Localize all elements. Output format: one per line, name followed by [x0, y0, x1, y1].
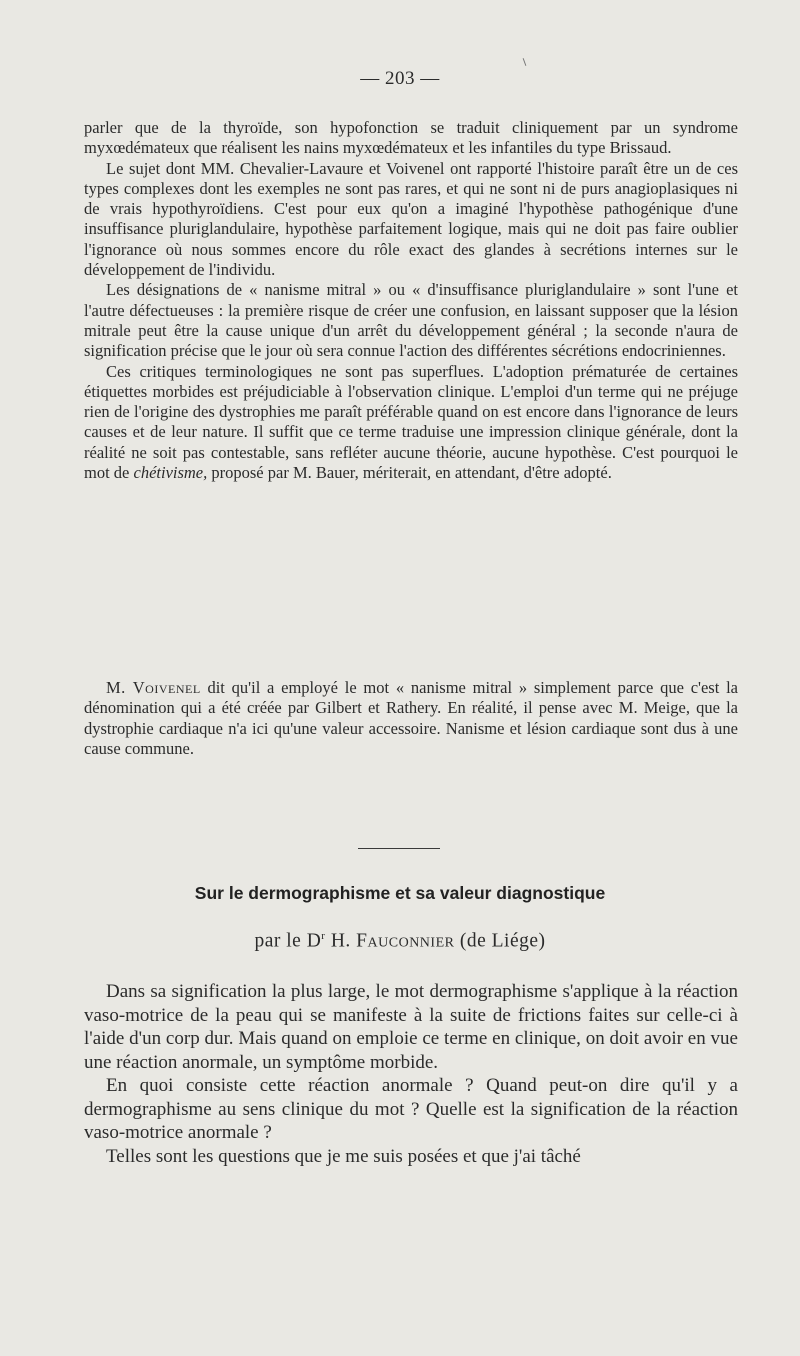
author-origin: (de Liége)	[459, 930, 546, 952]
paragraph: Dans sa signification la plus large, le mot dermographisme s'applique à la réaction vaso-motrice de la peau qui se manifeste à la suite de frictions faites sur celle-ci à l'aide d'un corp dur. Mais quand on emploie ce terme en clinique, on doit avoir en vue une réaction anormale, un symptôme morbide.	[84, 981, 738, 1073]
article-title: Sur le dermographisme et sa valeur diagnostique	[194, 883, 606, 903]
paragraph: Le sujet dont MM. Chevalier-Lavaure et Voivenel ont rapporté l'histoire paraît être un de ces types complexes dont les exemples ne sont pas rares, et qui ne sont ni de purs anagioplasiques ni de vrais hypothyroïdiens. C'est pour eux qu'on a imaginé l'hypothèse pathogénique d'une insuffisance pluriglandulaire, hypothèse parfaitement logique, mais qui ne doit pas faire oublier l'ignorance où nous sommes encore du rôle exact des glandes à secrétions internes sur le développement de l'individu.	[84, 158, 738, 280]
page-number: — 203 —	[360, 68, 440, 89]
paragraph-tail: proposé par M. Bauer, mériterait, en attendant, d'être adopté.	[211, 463, 612, 483]
paragraph: Telles sont les questions que je me suis posées et que j'ai tâché	[106, 1145, 581, 1167]
paragraph	[84, 362, 738, 484]
author-name: H. Fauconnier	[330, 930, 455, 952]
reply-body: dit qu'il a employé le mot « nanisme mitral » simplement parce que c'est la dénomination qui a été créée par Gilbert et Rathery. En réalité, il pense avec M. Meige, que la dystrophie cardiaque n'a ici qu'une valeur accessoire. Nanisme et lésion cardiaque sont dus à une cause commune.	[84, 678, 738, 758]
paragraph-text: Ces critiques terminologiques ne sont pas superflues. L'adoption prématurée de certaines étiquettes morbides est préjudiciable à l'observation clinique. L'emploi d'un terme qui ne préjuge rien de l'origine des dystrophies me paraît préférable quand on est encore dans l'ignorance de leurs causes et de leur nature. Il suffit que ce terme traduise une impression clinique générale, dont la réalité ne soit pas contestable, sans refléter aucune théorie, aucune hypothèse. C'est pourquoi le mot de	[84, 361, 738, 483]
paragraph	[84, 678, 738, 759]
paragraph: Les désignations de « nanisme mitral » ou « d'insuffisance pluriglandulaire » sont l'une et l'autre défectueuses : la première risque de créer une confusion, en laissant supposer que la lésion mitrale peut être la cause unique d'un arrêt du développement général ; la seconde n'aura de signification précise que le jour où sera connue l'action des différentes sécrétions endocriniennes.	[84, 280, 738, 361]
italic-term: chétivisme,	[133, 463, 208, 483]
article-byline	[0, 930, 800, 953]
speaker-name: M. Voivenel	[106, 678, 201, 697]
discussion-text	[84, 118, 738, 483]
byline-prefix: par le D	[254, 930, 322, 952]
stray-mark	[523, 58, 527, 66]
byline-superscript: r	[321, 930, 326, 942]
article-body	[84, 980, 738, 1168]
reply-text	[84, 678, 738, 759]
paragraph: En quoi consiste cette réaction anormale ? Quand peut-on dire qu'il y a dermographisme au sens clinique du mot ? Quelle est la signification de la réaction vaso-motrice anormale ?	[84, 1075, 738, 1143]
paragraph-continuation: parler que de la thyroïde, son hypofonction se traduit cliniquement par un syndrome myxœdémateux que réalisent les nains myxœdémateux et les infantiles du type Brissaud.	[84, 118, 738, 158]
section-divider	[358, 848, 440, 849]
